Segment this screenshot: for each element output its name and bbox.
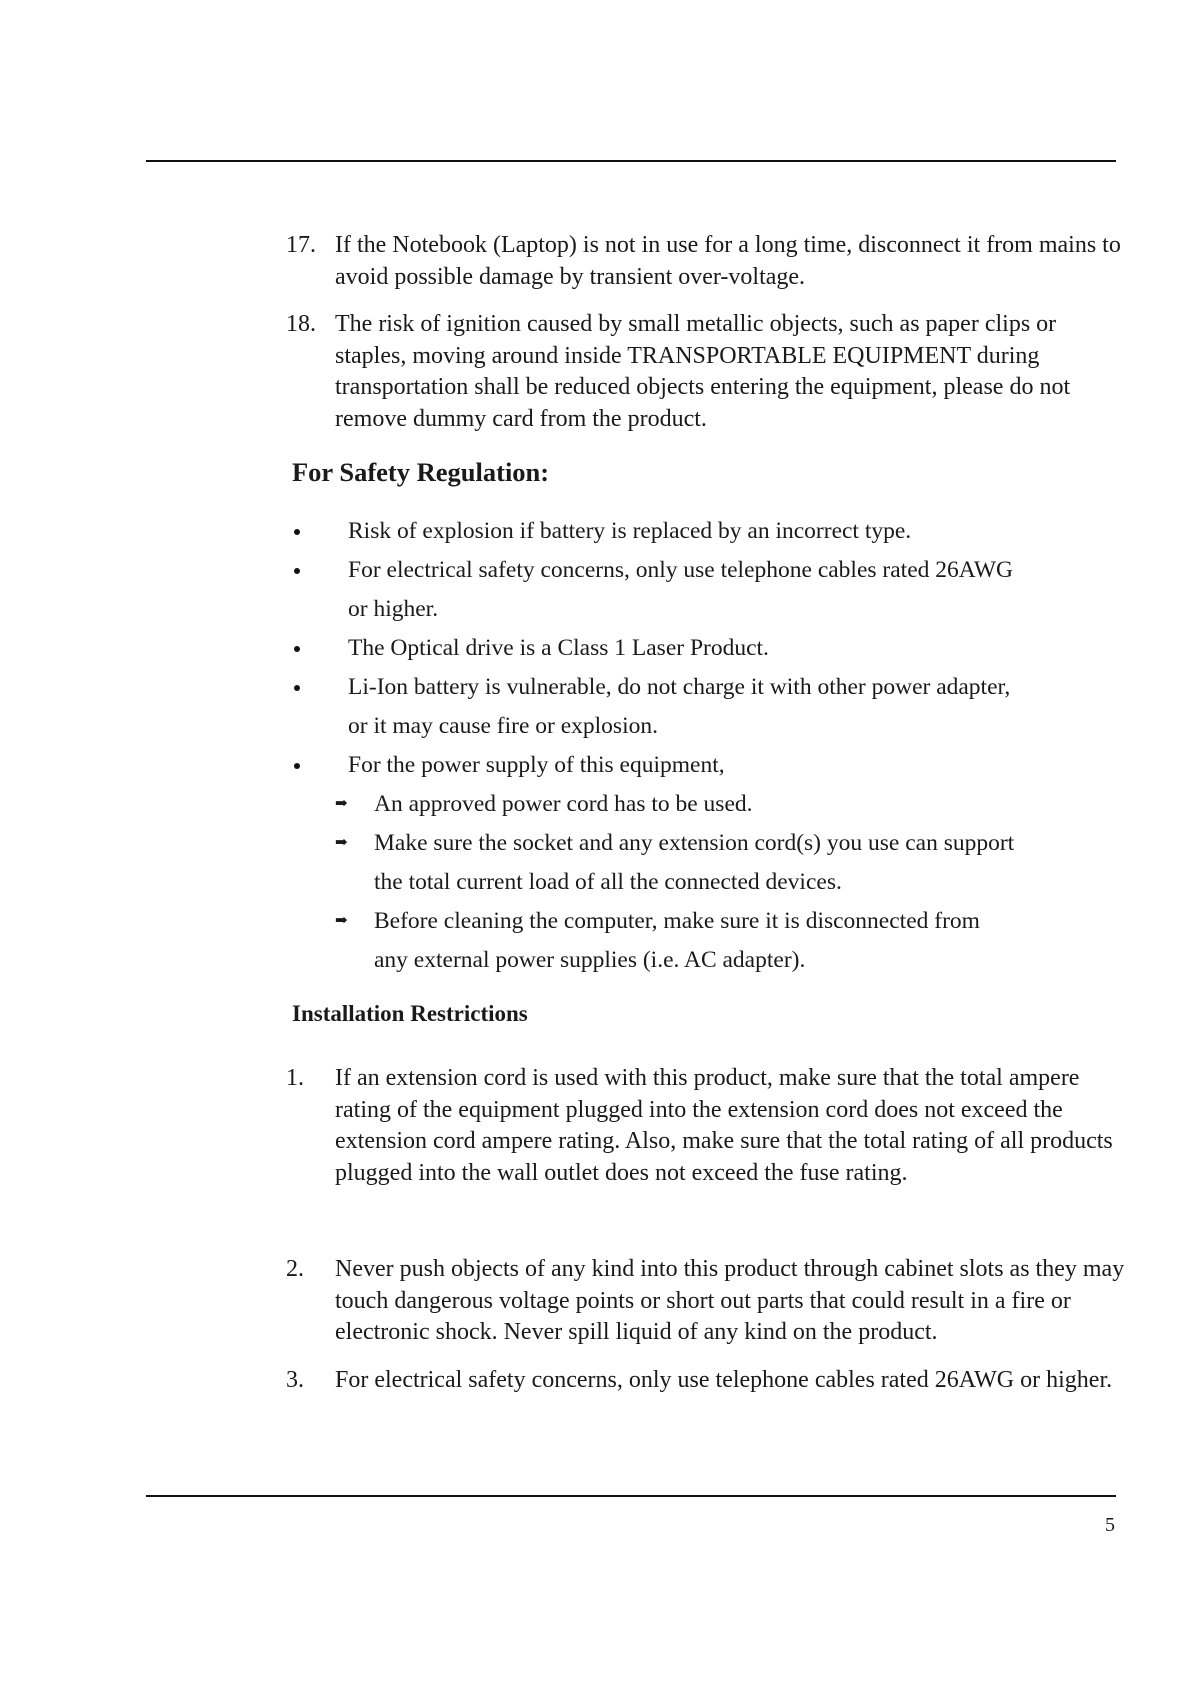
safety-bullet: For electrical safety concerns, only use telephone cables rated 26AWG or higher.	[294, 551, 1014, 629]
list-text: If an extension cord is used with this product, make sure that the total ampere rating of the equipment plugged into the extension cord does not exceed the extension cord ampere rating. Also, make sure that the total rating of all products plugged into the wall outlet does not exceed the fuse rating.	[335, 1065, 1113, 1186]
list-text: If the Notebook (Laptop) is not in use for a long time, disconnect it from mains to avoid possible damage by transient over-voltage.	[335, 232, 1121, 290]
list-number: 17.	[286, 232, 316, 258]
bullet-icon	[294, 529, 300, 535]
safety-bullet: Risk of explosion if battery is replaced by an incorrect type.	[294, 512, 1014, 551]
header-rule	[146, 160, 1116, 162]
footer-rule	[146, 1495, 1116, 1497]
list-item-17	[286, 230, 1126, 293]
installation-restrictions-heading: Installation Restrictions	[292, 1001, 528, 1026]
install-item-3	[286, 1365, 1126, 1397]
bullet-icon	[294, 646, 300, 652]
safety-bullet: Li-Ion battery is vulnerable, do not charge it with other power adapter, or it may cause fire or explosion.	[294, 668, 1014, 746]
list-text: For electrical safety concerns, only use telephone cables rated 26AWG or higher.	[335, 1367, 1113, 1393]
arrow-icon: ➡	[335, 835, 348, 851]
bullet-icon	[294, 568, 300, 574]
list-number: 18.	[286, 311, 316, 337]
list-number: 3.	[286, 1367, 304, 1393]
list-text: Never push objects of any kind into this product through cabinet slots as they may touch dangerous voltage points or short out parts that could result in a fire or electronic shock. Never spill liquid of any kind on the product.	[335, 1256, 1125, 1345]
arrow-icon: ➡	[335, 796, 348, 812]
safety-bullet: For the power supply of this equipment,	[294, 746, 1014, 785]
bullet-icon	[294, 763, 300, 769]
install-item-1	[286, 1063, 1126, 1189]
safety-bullet: The Optical drive is a Class 1 Laser Product.	[294, 629, 1014, 668]
arrow-icon: ➡	[335, 913, 348, 929]
power-subitem: ➡ Before cleaning the computer, make sure it is disconnected from any external power supplies (i.e. AC adapter).	[335, 902, 1015, 980]
page-number: 5	[1105, 1514, 1115, 1536]
list-text: The risk of ignition caused by small metallic objects, such as paper clips or staples, moving around inside TRANSPORTABLE EQUIPMENT during transportation shall be reduced objects entering the equipment, please do not remove dummy card from the product.	[335, 311, 1071, 432]
bullet-icon	[294, 685, 300, 691]
list-item-18	[286, 309, 1126, 435]
power-subitem: ➡ Make sure the socket and any extension cord(s) you use can support the total current load of all the connected devices.	[335, 824, 1015, 902]
power-subitem: ➡ An approved power cord has to be used.	[335, 785, 1015, 824]
list-number: 1.	[286, 1065, 304, 1091]
safety-regulation-heading: For Safety Regulation:	[292, 457, 550, 487]
list-number: 2.	[286, 1256, 304, 1282]
install-item-2	[286, 1254, 1126, 1349]
